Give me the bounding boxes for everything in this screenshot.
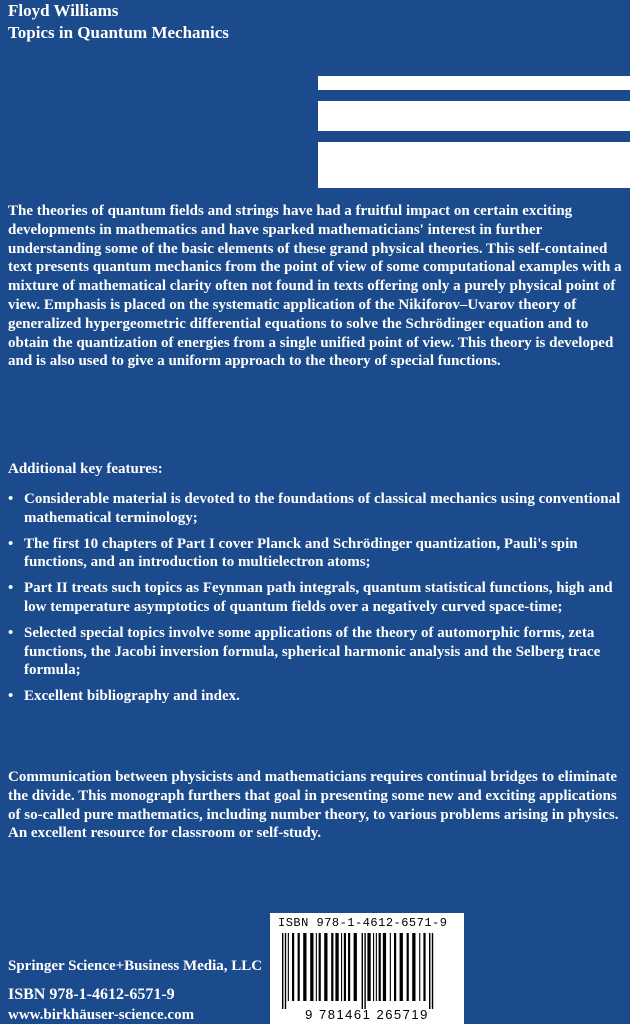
key-feature-text: Considerable material is devoted to the foundations of classical mechanics using conventional mathematical terminology;: [24, 491, 621, 526]
bullet-icon: •: [8, 535, 14, 552]
decorative-stripe-3: [318, 142, 630, 188]
key-feature-item: [8, 624, 622, 680]
key-features-list: [8, 490, 622, 713]
book-title: Topics in Quantum Mechanics: [8, 23, 229, 42]
key-feature-item: [8, 687, 622, 706]
bullet-icon: •: [8, 580, 14, 597]
bullet-icon: •: [8, 688, 14, 705]
publisher-name: Springer Science+Business Media, LLC: [8, 958, 263, 974]
barcode-label: [270, 913, 464, 1024]
author-name: Floyd Williams: [8, 1, 119, 20]
bullet-icon: •: [8, 491, 14, 507]
key-feature-text: Selected special topics involve some applications of the theory of automorphic forms, zeta functions, the Jacobi inversion formula, spherical harmonic analysis and the Selberg trace formula;: [24, 624, 601, 679]
closing-paragraph: Communication between physicists and mathematicians requires continual bridges to eliminate the divide. This monograph furthers that goal in presenting some new and exciting applications of so-called pure mathematics, including number theory, to various problems arising in physics. An excellent resource for classroom or self-study.: [8, 769, 619, 842]
bullet-icon: •: [8, 624, 14, 641]
barcode-isbn-text: ISBN 978-1-4612-6571-9: [278, 916, 448, 930]
website-url: www.birkhäuser-science.com: [8, 1007, 195, 1023]
key-feature-text: Excellent bibliography and index.: [24, 688, 240, 705]
barcode-icon: [280, 933, 454, 1009]
key-features-heading: Additional key features:: [8, 461, 163, 477]
book-description: The theories of quantum fields and strings have had a fruitful impact on certain exciting developments in mathematics and have sparked mathematicians' interest in further understanding some of the basic elements of these grand physical theories. This self-contained text presents quantum mechanics from the point of view of some computational examples with a mixture of mathematical clarity often not found in texts offering only a purely physical point of view. Emphasis is placed on the systematic application of the Nikiforov–Uvarov theory of generalized hypergeometric differential equations to solve the Schrödinger equation and to obtain the quantization of energies from a single unified point of view. This theory is developed and is also used to give a uniform approach to the theory of special functions.: [8, 203, 622, 370]
barcode-digits: 9 781461 265719: [305, 1007, 429, 1022]
decorative-stripe-1: [318, 76, 630, 90]
isbn-text: ISBN 978-1-4612-6571-9: [8, 986, 175, 1003]
key-feature-item: [8, 535, 622, 573]
key-feature-item: [8, 490, 622, 528]
key-feature-text: Part II treats such topics as Feynman path integrals, quantum statistical functions, high and low temperature asymptotics of quantum fields over a negatively curved space-time;: [24, 580, 613, 615]
decorative-stripe-2: [318, 101, 630, 131]
key-feature-text: The first 10 chapters of Part I cover Planck and Schrödinger quantization, Pauli's spin functions, and an introduction to multielectron atoms;: [24, 535, 578, 571]
key-feature-item: [8, 579, 622, 617]
